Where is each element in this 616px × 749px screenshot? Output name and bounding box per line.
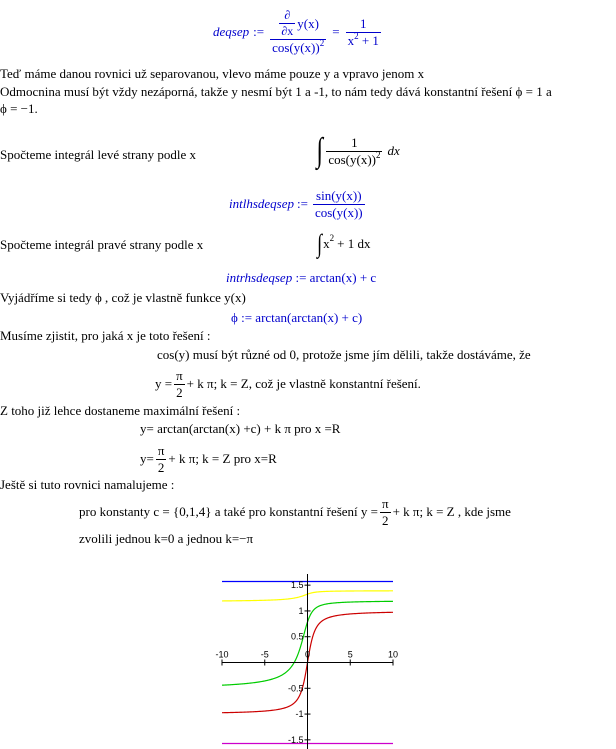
x-tick-label-3: 5: [347, 649, 353, 660]
intlhs-line: intlhsdeqsep := $\frac{\sin(y(x))}{\cos(y(x))}$: [229, 187, 363, 220]
y-tick-label-1: 1: [298, 605, 304, 616]
line-max-solution-1: y= arctan(arctan(x) +c) + k π pro x =R: [140, 421, 341, 436]
intlhs-name: intlhsdeqsep: [229, 196, 294, 211]
integral-sign: ∫: [316, 132, 323, 169]
text-plot-intro: Ještě si tuto rovnici namalujeme :: [0, 477, 175, 492]
line-constant-solution: y = $\frac{\pi}{2}$ + k π; k = Z, což je vlastně konstantní řešení.: [155, 367, 421, 400]
line-constants: pro konstanty c = {0,1,4} a také pro konstantní řešení y = $\frac{\pi}{2}$ + k π; k = Z , kde jsme: [79, 495, 511, 528]
text-right-integral: Spočteme integrál pravé strany podle x: [0, 237, 204, 252]
text-maximal-solution: Z toho již lehce dostaneme maximální řešení :: [0, 403, 241, 418]
x-tick-label-1: -5: [260, 649, 269, 660]
y-tick-label-3: -0.5: [287, 683, 304, 694]
text-k-choice: zvolili jednou k=0 a jednou k=−π: [79, 531, 254, 546]
deqsep-line: deqsep := $\frac{\partial}{\partial x}$ y(x) $\cos(y(x))^2$ = $\frac{1}{x^2 + 1}$: [213, 8, 379, 55]
x-tick-label-2: 0: [304, 649, 311, 660]
phi-definition: ϕ := arctan(arctan(x) + c): [231, 310, 363, 325]
text-separated: Teď máme danou rovnici už separovanou, vlevo máme pouze y a vpravo jenom x: [0, 66, 425, 81]
text-root-condition: Odmocnina musí být vždy nezáporná, takže y nesmí být 1 a -1, to nám tedy dává konstantní řešení ϕ = 1 a: [0, 84, 552, 99]
intrhs-name: intrhsdeqsep: [226, 270, 293, 285]
text-express-phi: Vyjádříme si tedy ϕ , což je vlastně funkce y(x): [0, 290, 246, 305]
line-max-solution-2: y= $\frac{\pi}{2}$ + k π; k = Z pro x=R: [140, 442, 277, 475]
text-domain-question: Musíme zjistit, pro jaká x je toto řešení :: [0, 328, 211, 343]
deqsep-name: deqsep: [213, 24, 250, 39]
intrhs-line: intrhsdeqsep := arctan(x) + c: [226, 270, 377, 285]
y-tick-label-0: 1.5: [290, 580, 304, 591]
deqsep-rhs-fraction: $\frac{1}{x^2 + 1}$: [347, 15, 379, 48]
integral-sign: ∫: [317, 229, 323, 258]
text-cos-condition: cos(y) musí být různé od 0, protože jsme jím dělili, takže dostáváme, že: [157, 347, 531, 362]
deqsep-lhs-fraction: $\frac{\partial}{\partial x}$ y(x) $\cos(y(x))^2$: [272, 8, 325, 55]
y-tick-label-2: 0.5: [290, 631, 304, 642]
text-left-integral: Spočteme integrál levé strany podle x: [0, 147, 197, 162]
text-root-condition-cont: ϕ = −1.: [0, 101, 38, 116]
left-integral-expr: ∫ $\frac{1}{\cos(y(x))^2}$ dx: [316, 132, 400, 169]
right-integral-expr: ∫ x 2 + 1 dx: [317, 229, 371, 258]
y-tick-label-4: -1: [295, 709, 304, 720]
solution-plot: [200, 570, 415, 749]
x-tick-label-0: -10: [215, 649, 229, 660]
x-tick-label-4: 10: [387, 649, 399, 660]
y-tick-label-5: -1.5: [287, 734, 304, 745]
